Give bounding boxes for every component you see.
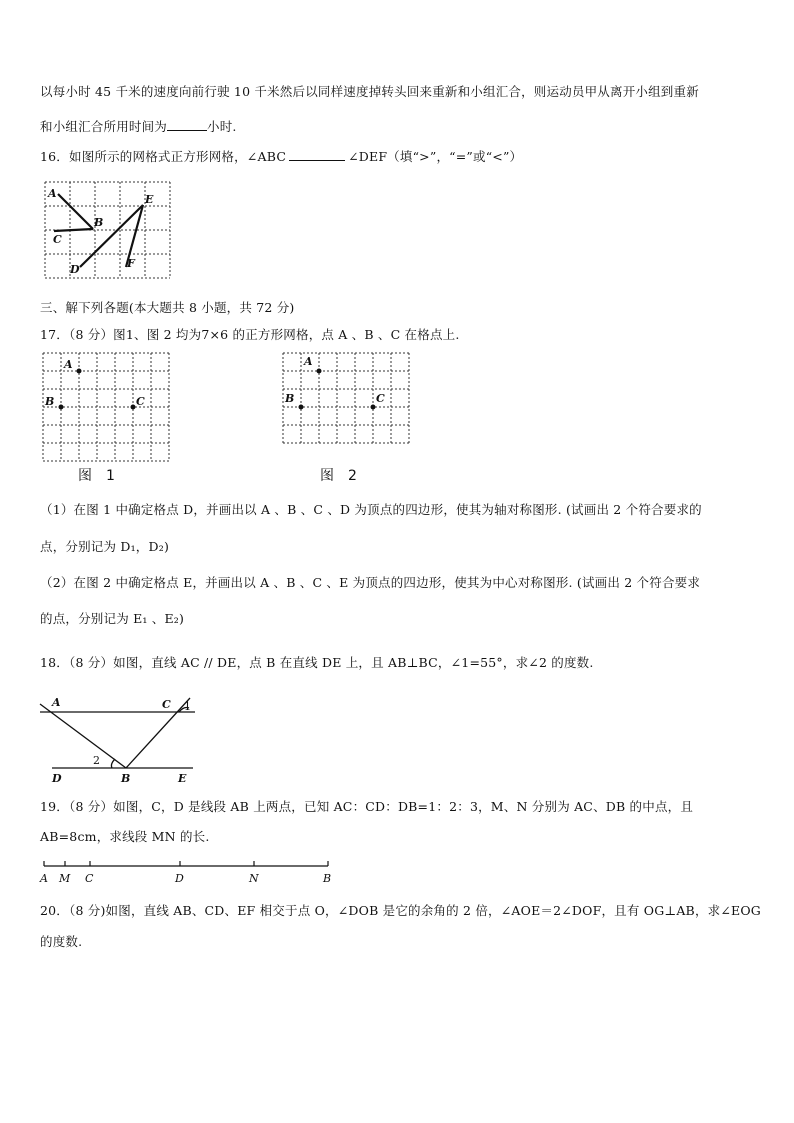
q16-text-a: 16．如图所示的网格式正方形网格，∠ABC [40, 149, 287, 164]
q19-line2: AB=8cm，求线段 MN 的长. [40, 829, 210, 844]
q17-fig1-label-b: B [45, 395, 55, 408]
q18-label-d: D [52, 772, 62, 785]
q16-label-b: B [94, 216, 104, 229]
q15-line2-b: 小时. [207, 119, 237, 134]
q16-figure [40, 177, 175, 283]
q17-fig1-label-c: C [136, 395, 145, 408]
q19-label-c: C [85, 872, 94, 885]
q19-label-b: B [323, 872, 332, 885]
q18-label-e: E [178, 772, 187, 785]
q18-label-angle2: 2 [93, 754, 100, 767]
q16-label-f: F [127, 257, 135, 270]
q17-part2-line2: 的点，分别记为 E₁ 、E₂) [40, 611, 185, 626]
q16-answer-blank[interactable] [289, 149, 345, 161]
q17-part1-line2: 点，分别记为 D₁，D₂) [40, 539, 170, 554]
q18-label-b: B [121, 772, 131, 785]
section3-title: 三、解下列各题(本大题共 8 小题，共 72 分) [40, 300, 295, 315]
q16-stem [40, 147, 522, 165]
q15-line2 [40, 117, 237, 135]
q15-line2-a: 和小组汇合所用时间为 [40, 119, 168, 134]
q19-figure [38, 858, 338, 888]
q17-figure-2 [280, 350, 420, 485]
q16-text-b: ∠DEF（填“>”，“=”或“<”） [348, 149, 523, 164]
q16-label-d: D [70, 263, 80, 276]
q17-figure-1 [40, 350, 180, 485]
q19-label-n: N [249, 872, 259, 885]
q18-label-c: C [162, 698, 171, 711]
q19-label-m: M [59, 872, 71, 885]
q17-fig2-label-a: A [304, 355, 313, 368]
q17-fig2-label-b: B [285, 392, 295, 405]
q17-fig2-caption: 图 2 [320, 468, 357, 484]
q17-fig2-label-c: C [376, 392, 385, 405]
q20-line1: 20．（8 分)如图，直线 AB、CD、EF 相交于点 O，∠DOB 是它的余角的 2 倍，∠AOE＝2∠DOF，且有 OG⊥AB，求∠EOG [40, 903, 761, 918]
q18-stem: 18．（8 分）如图，直线 AC // DE，点 B 在直线 DE 上，且 AB⊥BC，∠1=55°，求∠2 的度数. [40, 655, 594, 670]
q18-label-angle1: 1 [184, 700, 191, 713]
q17-stem: 17．（8 分）图1、图 2 均为7×6 的正方形网格，点 A 、B 、C 在格点上. [40, 327, 460, 342]
q18-figure [38, 692, 203, 787]
q17-part1-line1: （1）在图 1 中确定格点 D，并画出以 A 、B 、C 、D 为顶点的四边形，使其为轴对称图形. (试画出 2 个符合要求的 [40, 502, 702, 517]
q16-label-e: E [145, 193, 154, 206]
q16-label-c: C [53, 233, 62, 246]
q19-line1: 19．（8 分）如图，C，D 是线段 AB 上两点，已知 AC：CD：DB=1：2：3，M、N 分别为 AC、DB 的中点，且 [40, 799, 694, 814]
q17-fig1-caption: 图 1 [78, 468, 115, 484]
q17-fig1-label-a: A [64, 358, 73, 371]
q19-label-a: A [40, 872, 48, 885]
q19-label-d: D [175, 872, 184, 885]
q15-line1: 以每小时 45 千米的速度向前行驶 10 千米然后以同样速度掉转头回来重新和小组汇合，则运动员甲从离开小组到重新 [40, 84, 699, 99]
q15-answer-blank[interactable] [167, 119, 207, 131]
q16-label-a: A [48, 187, 57, 200]
q17-part2-line1: （2）在图 2 中确定格点 E，并画出以 A 、B 、C 、E 为顶点的四边形，使其为中心对称图形. (试画出 2 个符合要求 [40, 575, 701, 590]
q20-line2: 的度数. [40, 934, 83, 949]
q18-label-a: A [52, 696, 61, 709]
